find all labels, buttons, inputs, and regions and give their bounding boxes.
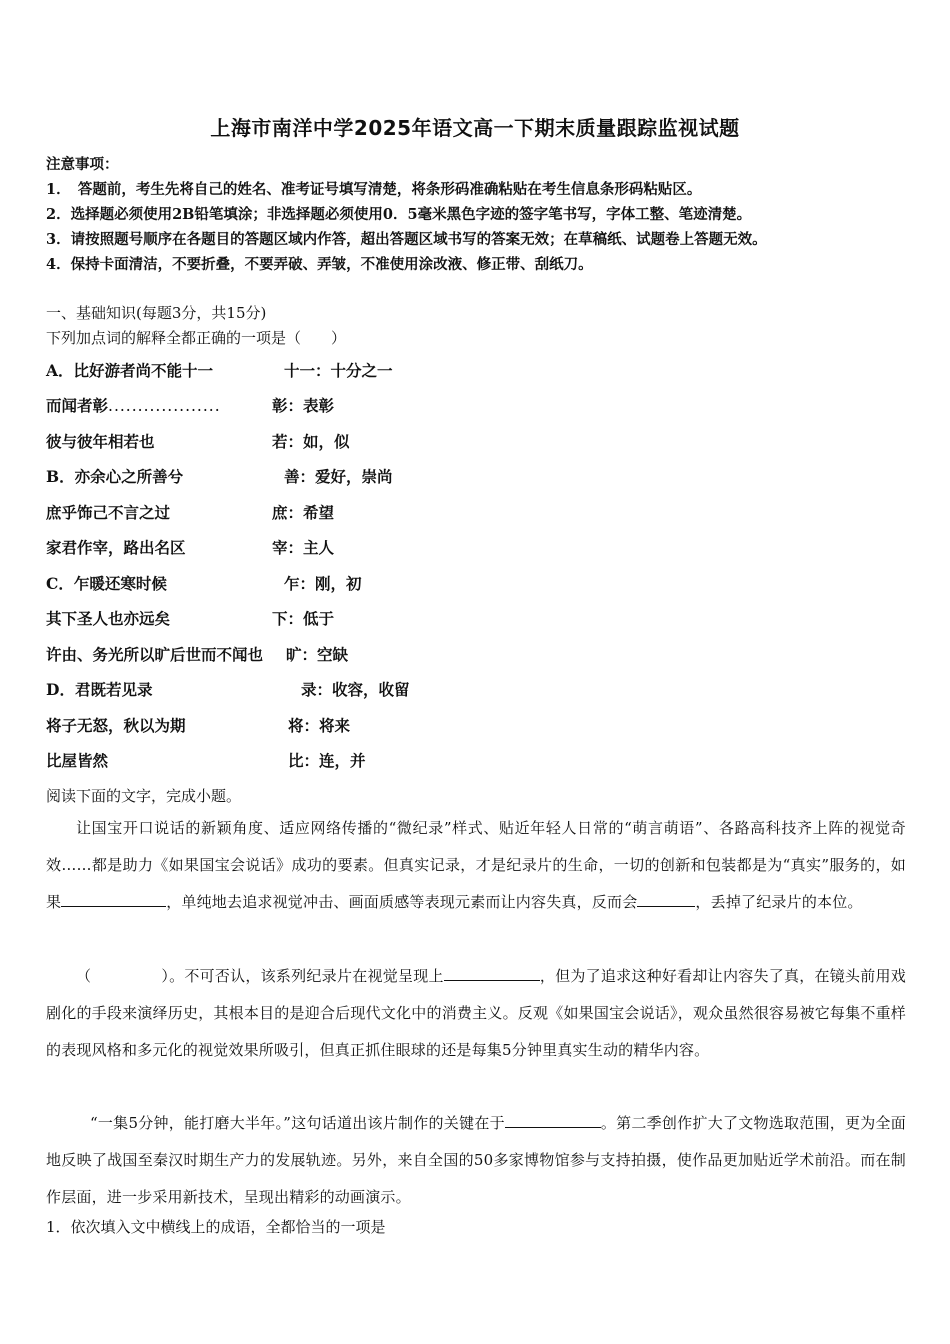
notice-item: 1． 答题前，考生先将自己的姓名、准考证号填写清楚，将条形码准确粘贴在考生信息条形码粘贴区。 [46, 181, 702, 198]
fill-blank [444, 966, 540, 981]
reading-paragraph-2 [46, 958, 906, 1069]
notice-heading: 注意事项： [46, 156, 119, 173]
fill-blank [61, 892, 166, 907]
option-sentence: 而闻者彰 [46, 396, 109, 415]
page-title: 上海市南洋中学2025年语文高一下期末质量跟踪监视试题 [210, 116, 740, 140]
option-sentence: B．亦余心之所善兮 [46, 467, 184, 486]
option-sentence: 将子无怒，秋以为期 [46, 716, 186, 735]
reading-paragraph-1 [46, 810, 906, 921]
option-row [46, 501, 335, 523]
paragraph-text: 。第二季创作扩大了文物选取范围，更为全面地反映了战国至秦汉时期生产力的发展轨迹。另外，来自全国的50多家博物馆参与支持拍摄，使作品更加贴近学术前沿。而在制作层面，进一步采用新技术，呈现出精彩的动画演示。 [46, 1114, 906, 1206]
paragraph-text: ）。不可否认，该系列纪录片在视觉呈现上 [161, 967, 444, 985]
reading-instruction: 阅读下面的文字，完成小题。 [46, 787, 242, 805]
emphasis-dots: ................... [108, 397, 221, 415]
option-definition: 将：将来 [288, 716, 351, 735]
option-row [46, 536, 335, 558]
option-row [46, 465, 393, 487]
option-row [46, 749, 366, 771]
option-row [46, 430, 350, 452]
notice-item: 2．选择题必须使用2B铅笔填涂；非选择题必须使用0．5毫米黑色字迹的签字笔书写，字体工整、笔迹清楚。 [46, 206, 752, 223]
option-row [46, 714, 351, 736]
option-definition: 比：连，并 [288, 751, 366, 770]
question-stem: 下列加点词的解释全都正确的一项是（ ） [46, 329, 347, 347]
paragraph-text: （ [76, 967, 92, 985]
fill-blank [505, 1113, 601, 1128]
option-sentence: 庶乎饰己不言之过 [46, 503, 171, 522]
option-definition: 十一：十分之一 [284, 361, 393, 380]
option-definition: 善：爱好，崇尚 [284, 467, 393, 486]
option-row [46, 607, 335, 629]
notice-item: 3．请按照题号顺序在各题目的答题区域内作答，超出答题区域书写的答案无效；在草稿纸、试题卷上答题无效。 [46, 231, 767, 248]
section-heading: 一、基础知识(每题3分，共15分) [46, 304, 267, 322]
question-1: 1．依次填入文中横线上的成语，全都恰当的一项是 [46, 1218, 386, 1236]
option-definition: 下：低于 [272, 609, 335, 628]
option-row [46, 643, 349, 665]
paragraph-text: ，但为了追求这种好看却让内容失了真，在镜头前用戏剧化的手段来演绎历史，其根本目的是迎合后现代文化中的消费主义。反观《如果国宝会说话》，观众虽然很容易被它每集不重样的表现风格和多元化的视觉效果所吸引，但真正抓住眼球的还是每集5分钟里真实生动的精华内容。 [46, 967, 906, 1059]
option-sentence: D．君既若见录 [46, 680, 153, 699]
option-row [46, 678, 410, 700]
option-sentence: 彼与彼年相若也 [46, 432, 155, 451]
option-sentence: C．乍暖还寒时候 [46, 574, 167, 593]
paragraph-text: ，单纯地去追求视觉冲击、画面质感等表现元素而让内容失真，反而会 [166, 893, 638, 911]
option-sentence: 其下圣人也亦远矣 [46, 609, 171, 628]
notice-item: 4．保持卡面清洁，不要折叠，不要弄破、弄皱，不准使用涂改液、修正带、刮纸刀。 [46, 256, 593, 273]
option-definition: 旷：空缺 [286, 645, 349, 664]
paragraph-text: “一集5分钟，能打磨大半年。”这句话道出该片制作的关键在于 [90, 1114, 505, 1132]
paragraph-text: ，丢掉了纪录片的本位。 [695, 893, 863, 911]
option-row [46, 394, 335, 416]
option-definition: 录：收容，收留 [301, 680, 410, 699]
reading-paragraph-3 [46, 1105, 906, 1216]
option-definition: 彰：表彰 [272, 396, 335, 415]
option-row [46, 572, 362, 594]
option-sentence: 家君作宰，路出名区 [46, 538, 186, 557]
option-definition: 乍：刚，初 [284, 574, 362, 593]
option-definition: 庶：希望 [272, 503, 335, 522]
paragraph-text: 让国宝开口说话的新颖角度、适应网络传播的“微纪录”样式、贴近年轻人日常的“萌言萌语”、各路高科技齐上阵的视觉奇效……都是助力《如果国宝会说话》成功的要素。但真实记录，才是纪录片的生命，一切的创新和包装都是为“真实”服务的，如果 [46, 819, 906, 911]
option-sentence: A．比好游者尚不能十一 [46, 361, 214, 380]
option-sentence: 许由、务光所以旷后世而不闻也 [46, 645, 264, 664]
option-definition: 若：如，似 [272, 432, 350, 451]
option-definition: 宰：主人 [272, 538, 335, 557]
option-sentence: 比屋皆然 [46, 751, 109, 770]
fill-blank [637, 892, 695, 907]
option-row [46, 359, 393, 381]
